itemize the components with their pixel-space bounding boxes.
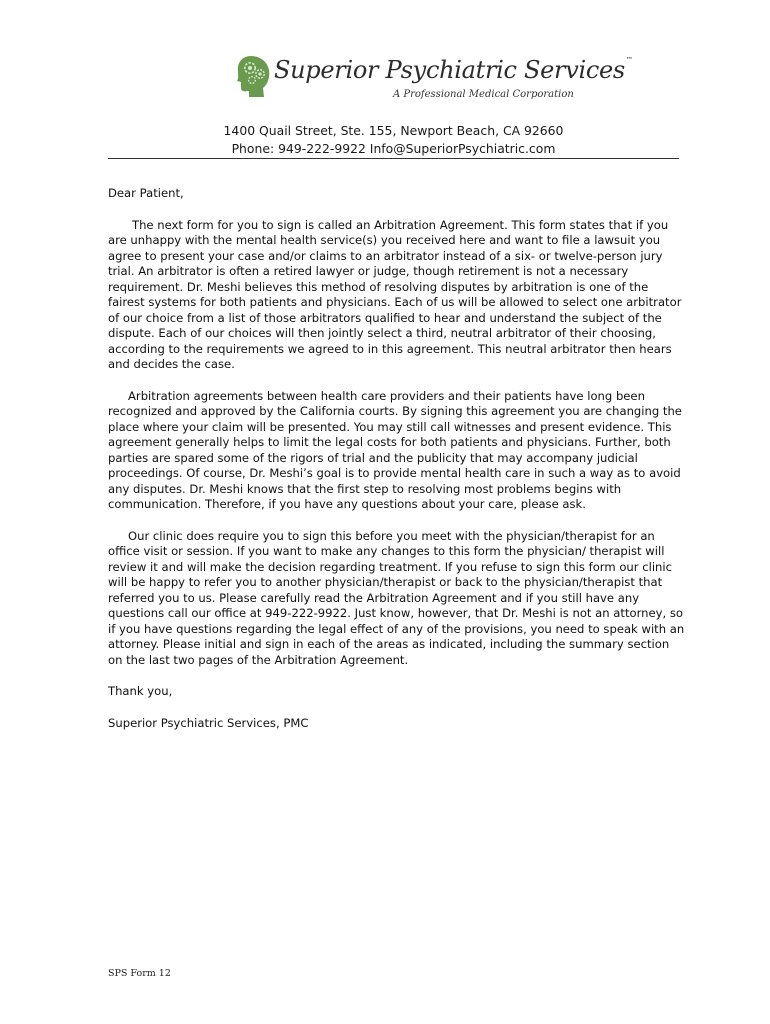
head-gears-logo-icon [236,54,270,98]
form-number: SPS Form 12 [108,968,171,979]
brand-name: Superior Psychiatric Services™ [274,56,633,84]
signature: Superior Psychiatric Services, PMC [108,715,309,730]
letterhead-divider [108,158,679,159]
address-block [108,122,679,158]
trademark-mark: ™ [625,56,633,64]
paragraph-arbitration-intro: The next form for you to sign is called an Arbitration Agreement. This form states that if you are unhappy with the mental health service(s) you received here and want to file a lawsuit you agree to present your case and/or claims to an arbitrator instead of a six- or twelve-person jury trial. An arbitrator is often a retired lawyer or judge, though retirement is not a necessary requirement. Dr. Meshi believes this method of resolving disputes by arbitration is one of the fairest systems for both patients and physicians. Each of us will be allowed to select one arbitrator of our choice from a list of those arbitrators qualified to hear and understand the subject of the dispute. Each of our choices will then jointly select a third, neutral arbitrator of their choosing, according to the requirements we agreed to in this agreement. This neutral arbitrator then hears and decides the case. [108,217,682,371]
street-address: 1400 Quail Street, Ste. 155, Newport Beach, CA 92660 [223,123,564,138]
paragraph-clinic-requirement: Our clinic does require you to sign this before you meet with the physician/therapist for an office visit or session. If you want to make any changes to this form the physician/ therapist will review it and will make the decision regarding treatment. If you refuse to sign this form our clinic will be happy to refer you to another physician/therapist or back to the physician/therapist that referred you to us. Please carefully read the Arbitration Agreement and if you still have any questions call our office at 949-222-9922. Just know, however, that Dr. Meshi is not an attorney, so if you have questions regarding the legal effect of any of the provisions, you need to speak with an attorney. Please initial and sign in each of the areas as indicated, including the summary section on the last two pages of the Arbitration Agreement. [108,528,685,667]
brand-subtitle: A Professional Medical Corporation [393,89,574,100]
contact-line: Phone: 949-222-9922 Info@SuperiorPsychiatric.com [231,141,556,156]
letter-body [108,186,686,747]
closing: Thank you, [108,684,173,698]
salutation: Dear Patient, [108,186,184,200]
letterhead [0,50,770,110]
paragraph-california-courts: Arbitration agreements between health care providers and their patients have long been recognized and approved by the California courts. By signing this agreement you are changing the place where your claim will be presented. You may still call witnesses and present evidence. This agreement generally helps to limit the legal costs for both patients and physicians. Further, both parties are spared some of the rigors of trial and the publicity that may accompany judicial proceedings. Of course, Dr. Meshi’s goal is to provide mental health care in such a way as to avoid any disputes. Dr. Meshi knows that the first step to resolving most problems begins with communication. Therefore, if you have any questions about your care, please ask. [108,388,682,511]
